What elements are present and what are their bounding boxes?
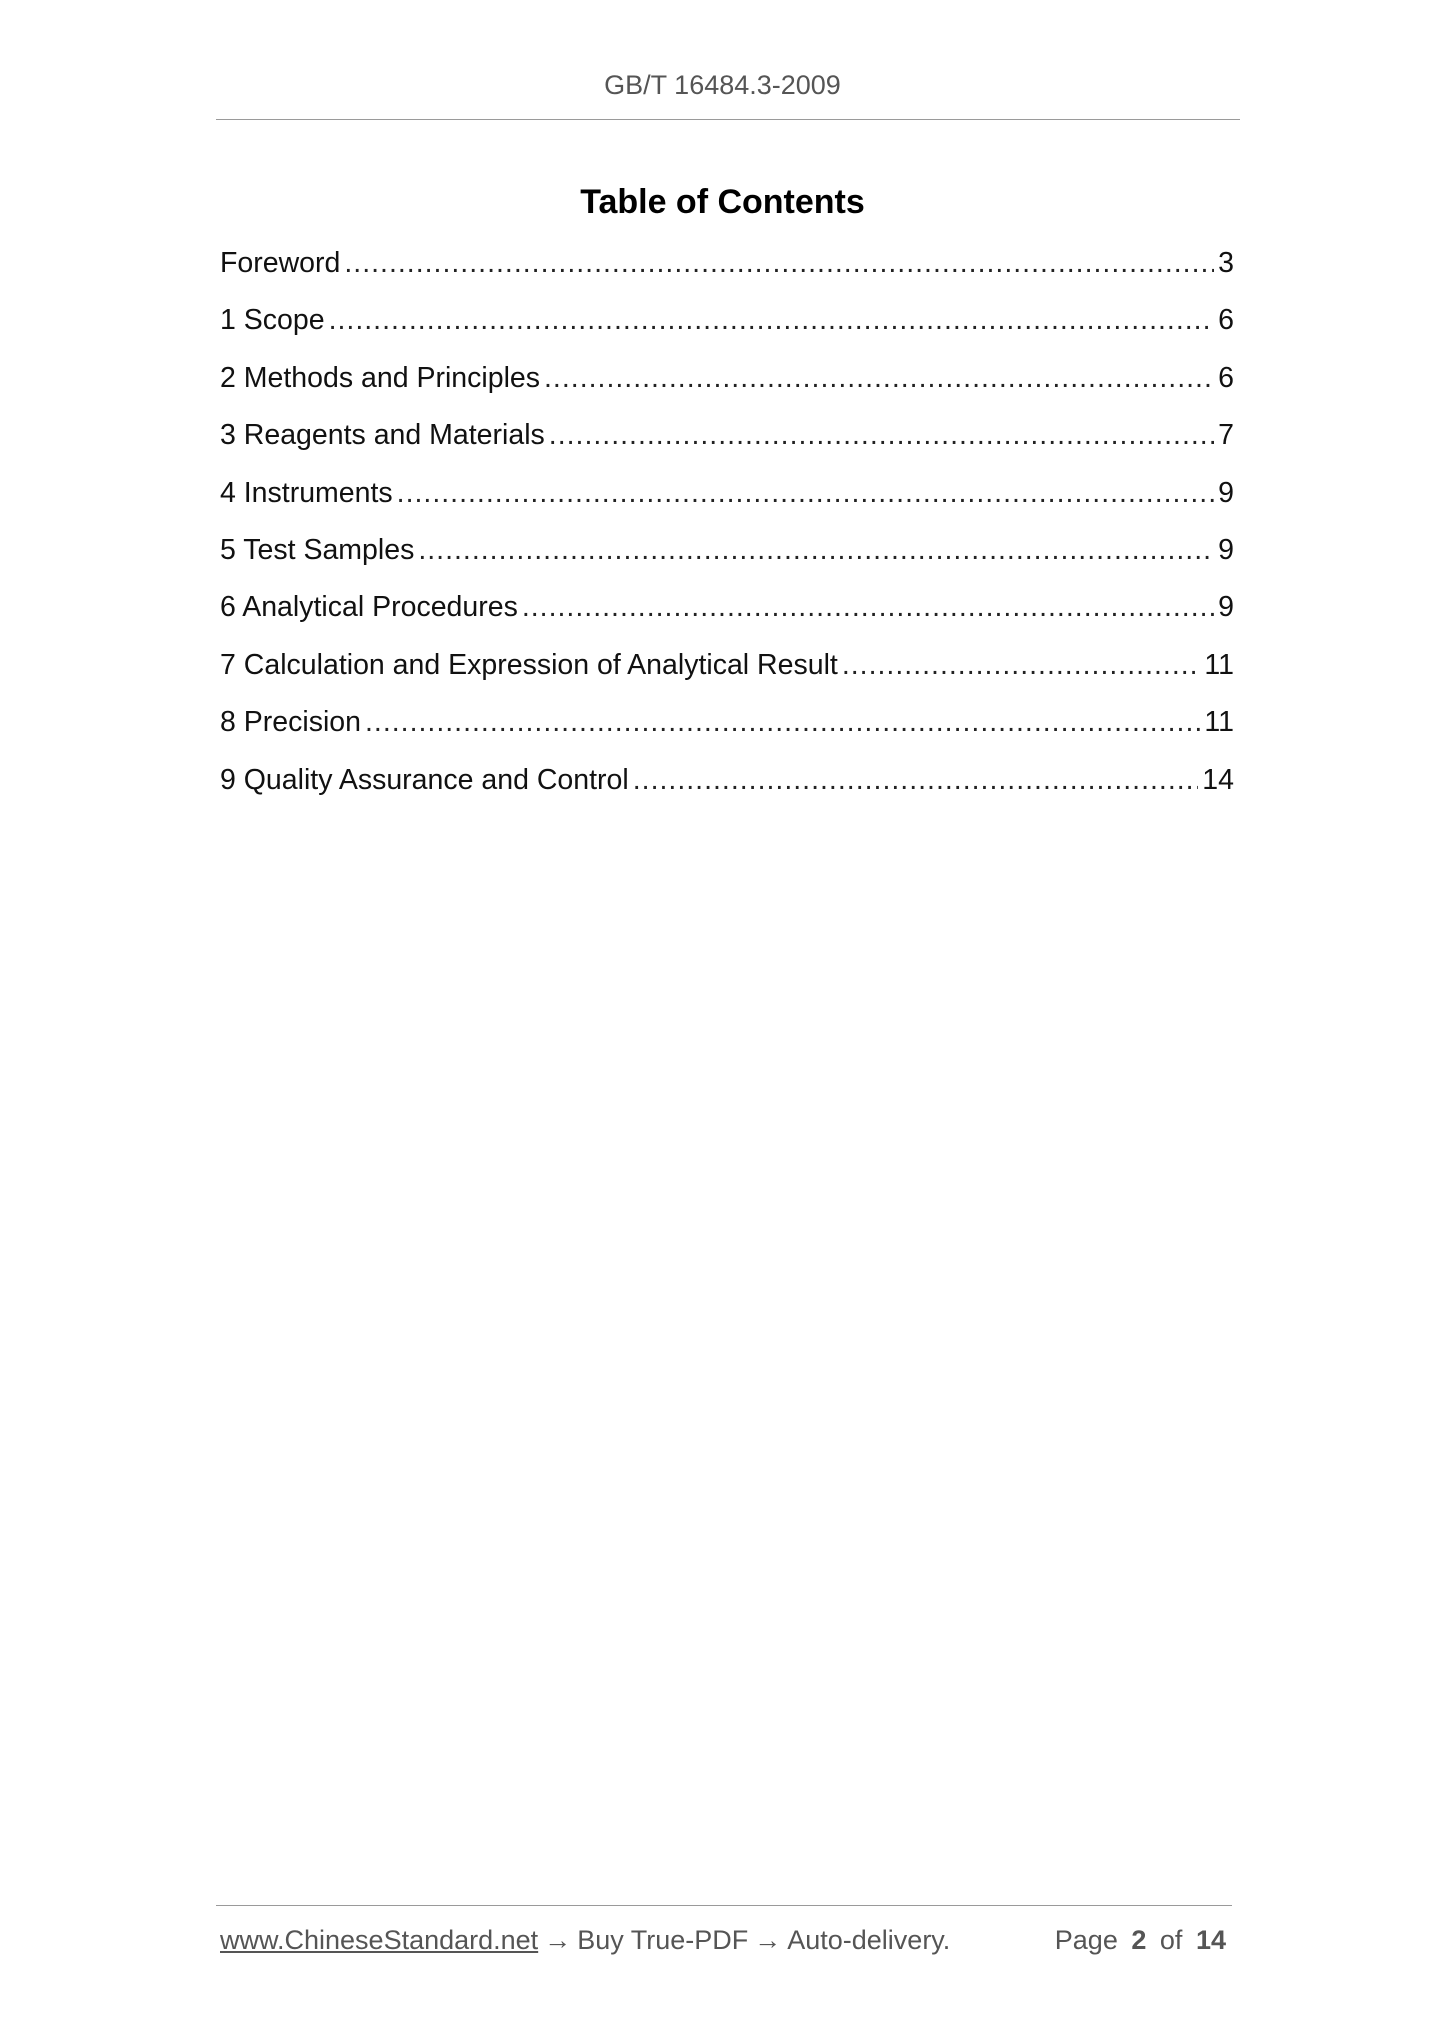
toc-dot-leader — [418, 534, 1214, 567]
toc-entry-label: 1 Scope — [220, 304, 325, 337]
toc-entry-instruments[interactable] — [220, 477, 1234, 534]
toc-entry-page: 6 — [1218, 304, 1234, 337]
toc-entry-page: 9 — [1218, 533, 1234, 566]
toc-entry-reagents[interactable] — [220, 419, 1234, 476]
toc-entry-test-samples[interactable] — [220, 534, 1234, 591]
toc-entry-page: 6 — [1218, 361, 1234, 394]
toc-entry-precision[interactable] — [220, 706, 1234, 763]
toc-entry-foreword[interactable] — [220, 247, 1234, 304]
toc-entry-page: 11 — [1204, 706, 1234, 739]
toc-dot-leader — [633, 764, 1199, 797]
toc-title: Table of Contents — [580, 183, 865, 221]
footer-divider — [216, 1905, 1232, 1906]
toc-entry-label: 7 Calculation and Expression of Analytical Result — [220, 648, 838, 681]
toc-entry-label: 9 Quality Assurance and Control — [220, 763, 629, 796]
toc-entry-page: 3 — [1218, 247, 1234, 279]
header-doc-code: GB/T 16484.3-2009 — [604, 70, 841, 100]
toc-entry-page: 7 — [1218, 419, 1234, 452]
toc-entry-page: 9 — [1218, 476, 1234, 509]
toc-dot-leader — [344, 247, 1214, 280]
toc-entry-quality[interactable] — [220, 764, 1234, 821]
toc-entry-label: 2 Methods and Principles — [220, 361, 541, 394]
right-arrow-icon: → — [754, 1925, 782, 1955]
toc-entry-page: 14 — [1202, 763, 1234, 796]
toc-entry-label: 5 Test Samples — [220, 533, 415, 566]
toc-dot-leader — [365, 706, 1200, 739]
toc-entry-page: 11 — [1204, 648, 1234, 681]
toc-dot-leader — [842, 649, 1201, 682]
header-divider — [216, 119, 1240, 120]
toc-entry-label: 6 Analytical Procedures — [220, 591, 518, 624]
toc-dot-leader — [329, 304, 1215, 337]
toc-dot-leader — [544, 362, 1214, 395]
toc-entry-methods[interactable] — [220, 362, 1234, 419]
toc-entry-label: 8 Precision — [220, 706, 361, 739]
current-page: 2 — [1131, 1925, 1147, 1955]
toc-entry-procedures[interactable] — [220, 591, 1234, 648]
toc-entry-scope[interactable] — [220, 304, 1234, 361]
page-footer — [220, 1925, 1232, 1956]
auto-delivery-text: Auto-delivery. — [787, 1925, 951, 1955]
page-word: Page — [1054, 1925, 1118, 1955]
toc-dot-leader — [549, 419, 1214, 452]
toc-dot-leader — [522, 591, 1214, 624]
toc-entry-page: 9 — [1218, 591, 1234, 624]
of-word: of — [1159, 1925, 1183, 1955]
buy-true-pdf-text: Buy True-PDF — [577, 1925, 749, 1955]
toc-entry-label: Foreword — [220, 247, 341, 279]
toc-dot-leader — [397, 477, 1214, 510]
toc-entry-label: 3 Reagents and Materials — [220, 419, 545, 452]
total-pages: 14 — [1195, 1925, 1226, 1955]
website-link[interactable]: www.ChineseStandard.net — [220, 1925, 539, 1955]
toc-entry-label: 4 Instruments — [220, 476, 393, 509]
page-number — [1055, 1925, 1232, 1956]
right-arrow-icon: → — [544, 1925, 572, 1955]
toc-list — [220, 247, 1234, 821]
toc-entry-calculation[interactable] — [220, 649, 1234, 706]
